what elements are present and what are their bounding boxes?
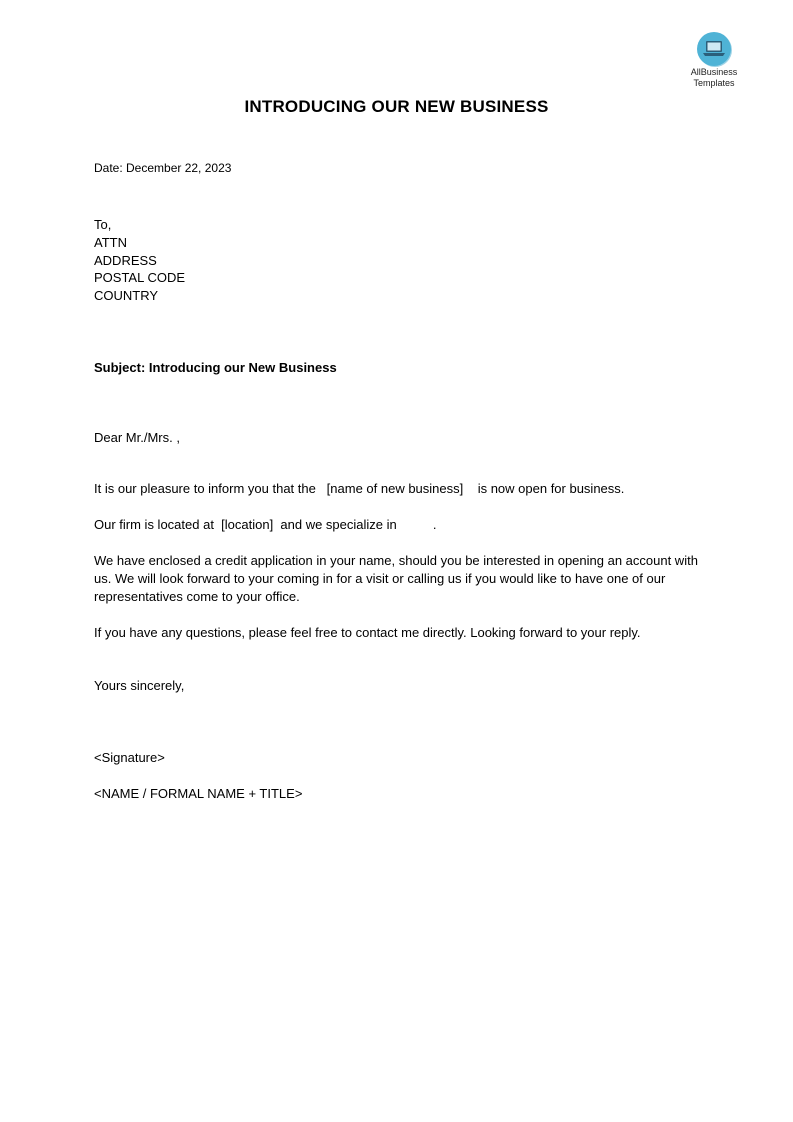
- signature-placeholder: <Signature>: [94, 750, 165, 765]
- greeting: Dear Mr./Mrs. ,: [94, 430, 180, 445]
- name-title-placeholder: <NAME / FORMAL NAME + TITLE>: [94, 786, 303, 801]
- laptop-icon: [697, 32, 731, 66]
- logo-text-line1: AllBusiness: [690, 67, 738, 77]
- logo-text-line2: Templates: [693, 78, 735, 88]
- paragraph-location: Our firm is located at [location] and we specialize in .: [94, 517, 437, 532]
- paragraph-contact: If you have any questions, please feel free to contact me directly. Looking forward to your reply.: [94, 625, 641, 640]
- address-attn: ATTN: [94, 235, 127, 250]
- address-to: To,: [94, 217, 112, 232]
- date-line: Date: December 22, 2023: [94, 161, 232, 175]
- address-country: COUNTRY: [94, 288, 159, 303]
- address-postal-code: POSTAL CODE: [94, 270, 186, 285]
- subject-line: Subject: Introducing our New Business: [94, 360, 337, 375]
- paragraph-intro: It is our pleasure to inform you that the [name of new business] is now open for business.: [94, 481, 625, 496]
- address-street: ADDRESS: [94, 253, 157, 268]
- paragraph-credit-application: We have enclosed a credit application in your name, should you be interested in opening an account with us. We will look forward to your coming in for a visit or calling us if you would like to have one of our representatives come to your office.: [94, 553, 698, 604]
- document-title: INTRODUCING OUR NEW BUSINESS: [244, 97, 549, 116]
- allbusiness-logo: [684, 32, 744, 88]
- closing: Yours sincerely,: [94, 678, 185, 693]
